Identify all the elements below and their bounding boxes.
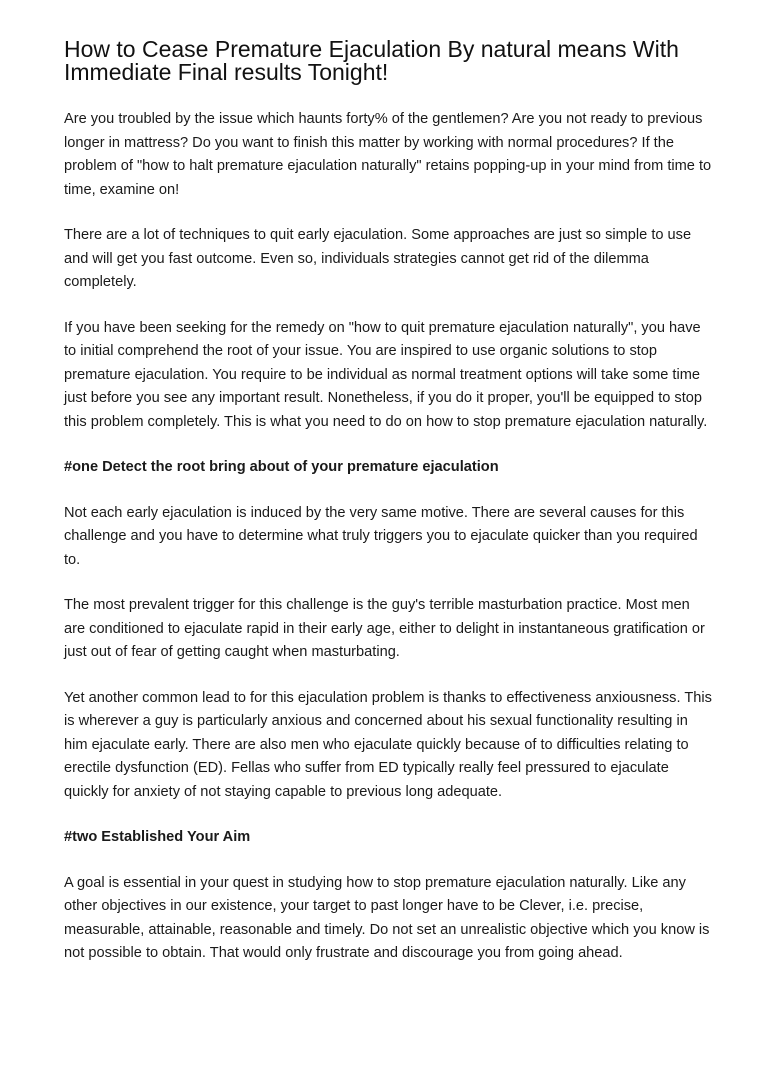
- paragraph: Yet another common lead to for this ejaculation problem is thanks to effectiveness anxiousness. This is wherever a guy is particularly anxious and concerned about his sexual functionality resulting in him ejaculate early. There are also men who ejaculate quickly because of to difficulties relating to erectile dysfunction (ED). Fellas who suffer from ED typically really feel pressured to ejaculate quickly for anxiety of not staying capable to previous long adequate.: [64, 689, 712, 800]
- paragraph: Are you troubled by the issue which haunts forty% of the gentlemen? Are you not ready to previous longer in mattress? Do you want to finish this matter by working with normal procedures? If the problem of "how to halt premature ejaculation naturally" retains popping-up in your mind from time to time, examine on!: [64, 111, 712, 198]
- paragraph: Not each early ejaculation is induced by the very same motive. There are several causes for this challenge and you have to determine what truly triggers you to ejaculate quicker than you required to.: [64, 504, 698, 568]
- paragraph: If you have been seeking for the remedy on "how to quit premature ejaculation naturally", you have to initial comprehend the root of your issue. You are inspired to use organic solutions to stop premature ejaculation. You require to be individual as normal treatment options will take some time just before you see any important result. Nonetheless, if you do it proper, you'll be equipped to stop this problem completely. This is what you need to do on how to stop premature ejaculation naturally.: [64, 319, 708, 430]
- document-body: [64, 108, 714, 988]
- page-title: How to Cease Premature Ejaculation By natural means With Immediate Final results Tonight!: [64, 36, 679, 85]
- section-heading: #two Established Your Aim: [64, 829, 251, 845]
- paragraph: A goal is essential in your quest in studying how to stop premature ejaculation naturally. Like any other objectives in our existence, your target to past longer have to be Clever, i.e. precise, measurable, attainable, reasonable and timely. Do not set an unrealistic objective which you know is not possible to obtain. That would only frustrate and discourage you from going ahead.: [64, 874, 710, 961]
- paragraph: There are a lot of techniques to quit early ejaculation. Some approaches are just so simple to use and will get you fast outcome. Even so, individuals strategies cannot get rid of the dilemma completely.: [64, 227, 692, 290]
- paragraph: The most prevalent trigger for this challenge is the guy's terrible masturbation practice. Most men are conditioned to ejaculate rapid in their early age, either to delight in instantaneous gratification or just out of fear of getting caught when masturbating.: [64, 597, 705, 660]
- section-heading: #one Detect the root bring about of your premature ejaculation: [64, 459, 499, 475]
